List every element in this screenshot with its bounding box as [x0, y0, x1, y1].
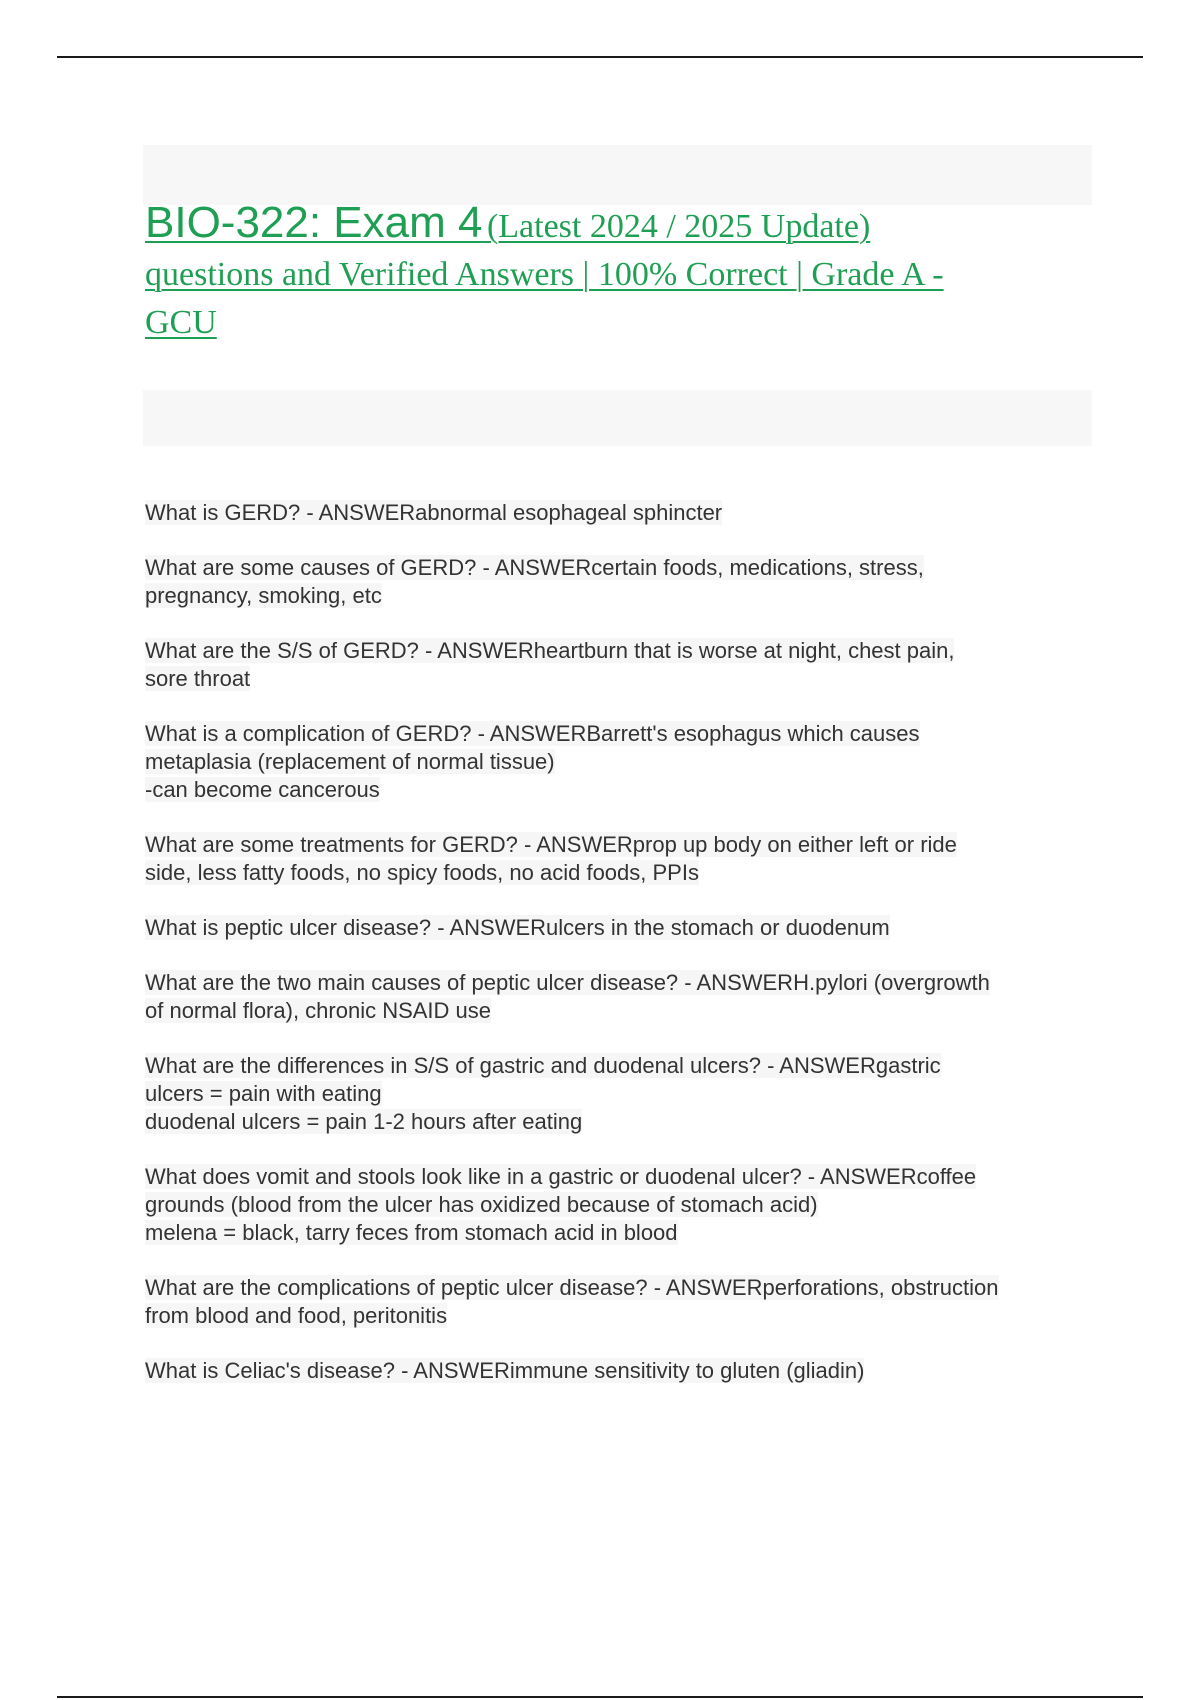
qa-item — [145, 1274, 1105, 1330]
top-divider — [57, 56, 1143, 58]
title-sub-part-3[interactable]: GCU — [145, 304, 217, 341]
qa-line: What are some treatments for GERD? - ANSWERprop up body on either left or ride — [145, 832, 957, 857]
qa-line: What is Celiac's disease? - ANSWERimmune sensitivity to gluten (gliadin) — [145, 1358, 865, 1383]
qa-line: -can become cancerous — [145, 777, 380, 802]
qa-line: pregnancy, smoking, etc — [145, 583, 382, 608]
qa-line: What are the differences in S/S of gastric and duodenal ulcers? - ANSWERgastric — [145, 1053, 941, 1078]
qa-line: from blood and food, peritonitis — [145, 1303, 448, 1328]
qa-line: What is GERD? - ANSWERabnormal esophageal sphincter — [145, 500, 723, 525]
document-title[interactable] — [145, 198, 1075, 350]
qa-line: metaplasia (replacement of normal tissue) — [145, 749, 555, 774]
qa-line: What are some causes of GERD? - ANSWERcertain foods, medications, stress, — [145, 555, 924, 580]
qa-line: duodenal ulcers = pain 1-2 hours after eating — [145, 1109, 583, 1134]
qa-line: What are the S/S of GERD? - ANSWERheartburn that is worse at night, chest pain, — [145, 638, 955, 663]
qa-line: sore throat — [145, 666, 251, 691]
bottom-divider — [57, 1696, 1143, 1698]
qa-item — [145, 1052, 1105, 1136]
qa-line: What does vomit and stools look like in a gastric or duodenal ulcer? - ANSWERcoffee — [145, 1164, 977, 1189]
qa-item — [145, 1357, 1105, 1385]
qa-line: What are the complications of peptic ulcer disease? - ANSWERperforations, obstruction — [145, 1275, 999, 1300]
qa-item — [145, 969, 1105, 1025]
qa-item — [145, 1163, 1105, 1247]
title-main[interactable]: BIO-322: Exam 4 — [145, 198, 483, 247]
qa-line: What are the two main causes of peptic ulcer disease? - ANSWERH.pylori (overgrowth — [145, 970, 990, 995]
qa-line: What is a complication of GERD? - ANSWERBarrett's esophagus which causes — [145, 721, 920, 746]
qa-line: grounds (blood from the ulcer has oxidized because of stomach acid) — [145, 1192, 818, 1217]
title-sub-part-2[interactable]: questions and Verified Answers | 100% Correct | Grade A - — [145, 256, 944, 293]
qa-item — [145, 831, 1105, 887]
qa-item — [145, 914, 1105, 942]
qa-item — [145, 499, 1105, 527]
qa-list — [145, 499, 1105, 1412]
qa-line: What is peptic ulcer disease? - ANSWERulcers in the stomach or duodenum — [145, 915, 890, 940]
qa-item — [145, 554, 1105, 610]
qa-item — [145, 637, 1105, 693]
qa-line: ulcers = pain with eating — [145, 1081, 382, 1106]
qa-line: of normal flora), chronic NSAID use — [145, 998, 492, 1023]
subheader-shade-band — [143, 390, 1092, 446]
qa-line: side, less fatty foods, no spicy foods, no acid foods, PPIs — [145, 860, 699, 885]
title-sub-part-1[interactable]: (Latest 2024 / 2025 Update) — [486, 208, 871, 245]
qa-line: melena = black, tarry feces from stomach acid in blood — [145, 1220, 678, 1245]
qa-item — [145, 720, 1105, 804]
header-shade-band — [143, 145, 1092, 205]
